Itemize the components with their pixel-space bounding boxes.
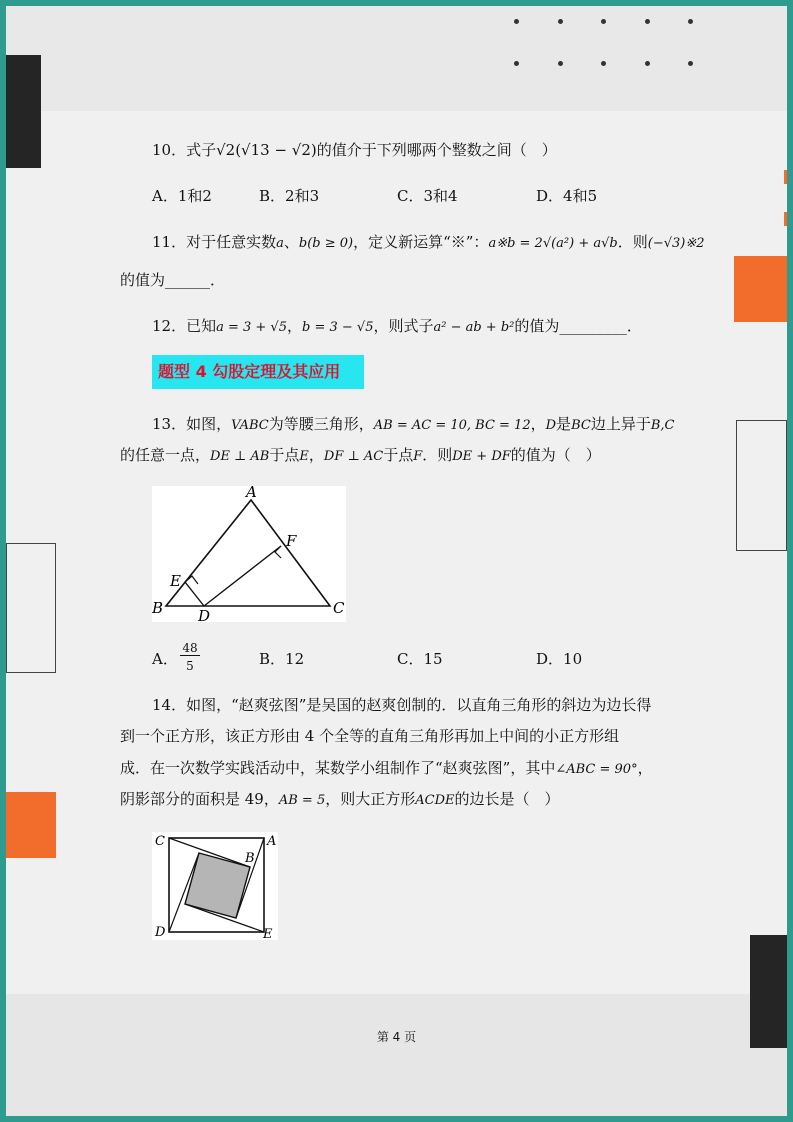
q13-option-a-den: 5 (186, 659, 194, 673)
q13-l2-prefix: 的任意一点， (120, 446, 211, 464)
q13-figure (152, 486, 346, 622)
q11-var-a: a (276, 236, 284, 251)
q10-suffix: 的值介于下列哪两个整数之间（ ） (316, 141, 557, 159)
q13-label-e: E (170, 572, 181, 590)
q14-label-d: D (155, 925, 166, 940)
q13-triangle: VABC (231, 418, 269, 433)
decor-dot (688, 19, 693, 24)
q13-segment-de (185, 582, 204, 606)
q13-l2-c: ．则 (422, 446, 453, 464)
q11-line2: 的值为______． (120, 271, 226, 289)
decor-dot (688, 61, 693, 66)
top-band (6, 6, 787, 111)
q14-l4-end: 的边长是（ ） (454, 790, 560, 808)
q11-mid: ，定义新运算“※”： (353, 233, 489, 251)
bottom-band (6, 994, 787, 1116)
q13-df-ac: DF ⊥ AC (323, 449, 384, 464)
decor-orange-block (6, 792, 56, 858)
decor-dot (601, 61, 606, 66)
decor-dot (514, 19, 519, 24)
decor-dot (601, 19, 606, 24)
q14-line3 (120, 757, 653, 781)
decor-orange-block (734, 256, 787, 322)
q12-stem (152, 315, 642, 339)
q14-line1: 14．如图，“赵爽弦图”是吴国的赵爽创制的．以直角三角形的斜边为边长得 (152, 696, 652, 714)
q14-figure (152, 832, 278, 940)
q13-l2-comma: ， (308, 446, 324, 464)
q13-label-b: B (152, 599, 164, 617)
q14-label-a: A (267, 834, 277, 849)
q14-l3-end: ， (637, 759, 653, 777)
q13-de-ab: DE ⊥ AB (210, 449, 270, 464)
q14-line4 (120, 788, 560, 812)
q12-mid: ，则式子 (373, 317, 434, 335)
q14-line2: 到一个正方形，该正方形由 4 个全等的直角三角形再加上中间的小正方形组 (120, 727, 620, 745)
q12-prefix: 12．已知 (152, 317, 217, 335)
q13-option-c: C．15 (397, 650, 443, 668)
q14-angle: ∠ABC = 90° (555, 762, 638, 777)
q13-label-f: F (286, 532, 297, 550)
q13-option-a-num: 48 (180, 641, 200, 656)
q11-definition: a※b = 2√(a²) + a√b (488, 236, 618, 251)
q13-bc: BC (571, 418, 591, 433)
q13-d: D (545, 418, 557, 433)
q14-label-b: B (245, 851, 255, 866)
q10-option-b: B．2和3 (259, 187, 320, 205)
decor-orange-tick (784, 212, 787, 226)
decor-outline-block (736, 420, 787, 551)
q13-l2-end: 的值为（ ） (510, 446, 601, 464)
section-heading: 题型 4 勾股定理及其应用 (152, 355, 364, 389)
q11-line1 (152, 231, 705, 255)
decor-dot (514, 61, 519, 66)
decor-black-block (6, 55, 41, 168)
q13-l1-end: 边上异于 (590, 415, 651, 433)
q14-zhaoshuang-figure (152, 832, 278, 940)
q10-option-d: D．4和5 (536, 187, 598, 205)
q12-a-def: a = 3 + √5 (216, 320, 287, 335)
q14-l4-mid: ，则大正方形 (325, 790, 416, 808)
q13-f: F (413, 449, 423, 464)
q13-option-b: B．12 (259, 650, 305, 668)
decor-orange-tick (784, 170, 787, 184)
q10-prefix: 10．式子 (152, 141, 217, 159)
q13-sum: DE + DF (452, 449, 511, 464)
q10-option-c: C．3和4 (397, 187, 458, 205)
decor-dot (558, 19, 563, 24)
decor-outline-block (6, 543, 56, 673)
page-frame (6, 6, 787, 1116)
q13-right-angle-e (185, 576, 198, 584)
q13-bc2: B,C (650, 418, 675, 433)
q13-triangle-figure (152, 486, 346, 622)
q13-l1-mid: 为等腰三角形， (268, 415, 374, 433)
q14-ab: AB = 5 (278, 793, 326, 808)
q14-acde: ACDE (415, 793, 455, 808)
q11-then: ．则 (617, 233, 648, 251)
decor-dot (558, 61, 563, 66)
q11-prefix: 11．对于任意实数 (152, 233, 277, 251)
q10-option-a: A．1和2 (152, 187, 212, 205)
q10-stem (152, 139, 557, 161)
q12-suffix: 的值为_________． (514, 317, 642, 335)
q13-option-a-label: A． (152, 650, 178, 668)
q13-line2 (120, 444, 601, 468)
q10-expr-a: √2 (216, 141, 236, 159)
q13-l1-comma: ， (530, 415, 546, 433)
q10-expr-b: (√13 − √2) (235, 141, 317, 159)
q11-ask: (−√3)※2 (647, 236, 705, 251)
q12-comma: ， (286, 317, 302, 335)
decor-dot (645, 19, 650, 24)
q13-condition: AB = AC = 10, BC = 12 (373, 418, 531, 433)
q14-label-e: E (263, 927, 273, 940)
q13-prefix: 13．如图， (152, 415, 232, 433)
q13-label-d: D (198, 607, 211, 622)
q13-l2-a: 于点 (269, 446, 300, 464)
q14-l4-prefix: 阴影部分的面积是 49， (120, 790, 279, 808)
q13-e: E (299, 449, 309, 464)
q11-var-b: b(b ≥ 0) (298, 236, 354, 251)
q13-l2-b: 于点 (383, 446, 414, 464)
q13-segment-df (204, 546, 281, 606)
q13-option-d: D．10 (536, 650, 583, 668)
q11-sep: 、 (283, 233, 299, 251)
decor-dot (645, 61, 650, 66)
q13-line1 (152, 413, 674, 437)
q14-label-c: C (155, 834, 165, 849)
q13-l1-mid2: 是 (556, 415, 572, 433)
q13-label-a: A (246, 486, 257, 501)
q12-b-def: b = 3 − √5 (302, 320, 374, 335)
q12-expr: a² − ab + b² (433, 320, 515, 335)
page-number: 第 4 页 (376, 1030, 417, 1044)
q13-label-c: C (333, 599, 345, 617)
q14-l3-prefix: 成．在一次数学实践活动中，某数学小组制作了“赵爽弦图”，其中 (120, 759, 556, 777)
